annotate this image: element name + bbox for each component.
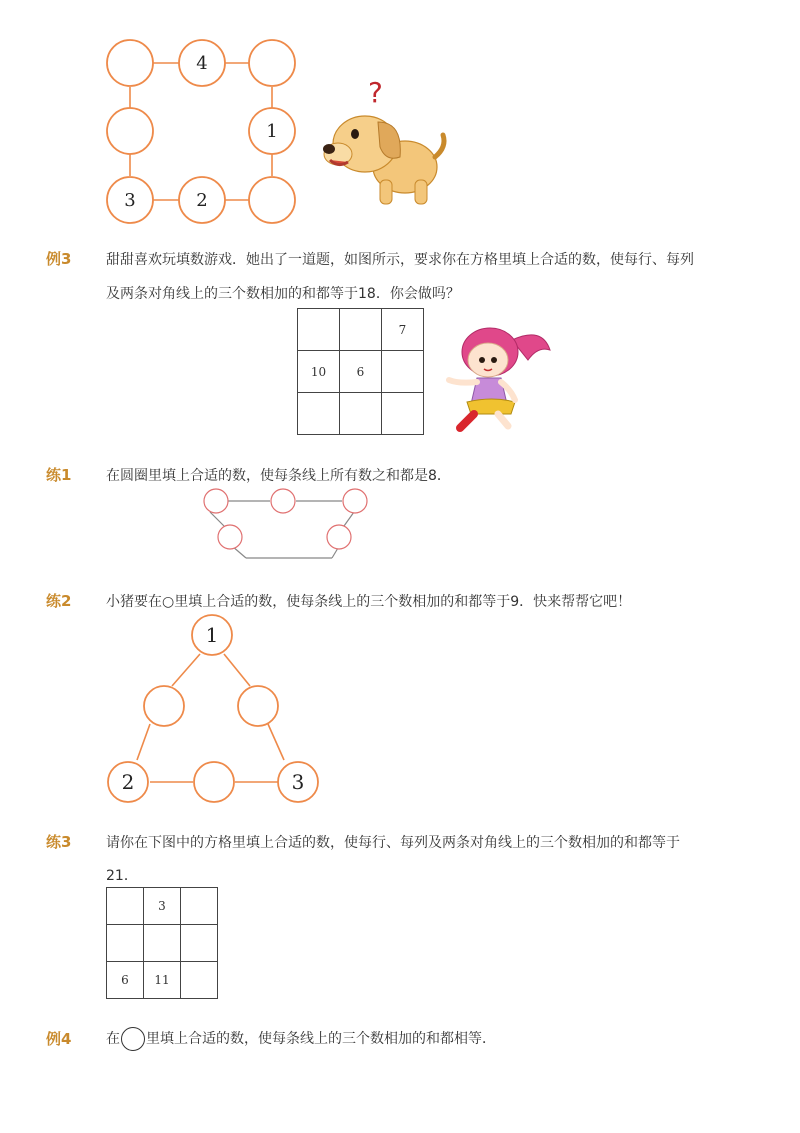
circle-icon — [121, 1027, 145, 1051]
ex3-label: 例3 — [46, 250, 72, 268]
pr2-line1: 小猪要在○里填上合适的数，使每条线上的三个数相加的和都等于9．快来帮帮它吧！ — [106, 594, 632, 610]
grid-cell[interactable]: 6 — [340, 351, 382, 393]
svg-text:1: 1 — [266, 121, 278, 142]
pr2-label: 练2 — [46, 592, 72, 610]
grid-cell[interactable]: 6 — [107, 962, 144, 999]
hexagon-circle-figure — [198, 484, 370, 566]
pr3-line1: 请你在下图中的方格里填上合适的数，使每行、每列及两条对角线上的三个数相加的和都等于 — [106, 835, 680, 851]
grid-cell[interactable] — [298, 309, 340, 351]
circle-bottom-right — [249, 177, 295, 223]
circle — [218, 525, 242, 549]
grid-cell[interactable] — [144, 925, 181, 962]
svg-text:4: 4 — [196, 53, 208, 74]
pr3-line2: 21． — [106, 868, 138, 884]
grid-cell[interactable] — [181, 925, 218, 962]
ex3-line2: 及两条对角线上的三个数相加的和都等于18．你会做吗？ — [106, 286, 460, 302]
grid-cell[interactable] — [181, 888, 218, 925]
svg-text:2: 2 — [121, 770, 135, 794]
girl-illustration — [442, 322, 554, 434]
puppy-illustration — [320, 72, 450, 212]
ex4-line — [106, 1026, 496, 1052]
grid-cell[interactable] — [382, 351, 424, 393]
pr3-magic-grid — [106, 887, 218, 999]
circle-mid-left — [107, 108, 153, 154]
circle-left-mid — [144, 686, 184, 726]
circle-right-mid — [238, 686, 278, 726]
grid-cell[interactable] — [298, 393, 340, 435]
question-mark-icon: ? — [368, 76, 383, 109]
pr3-label: 练3 — [46, 833, 72, 851]
svg-text:2: 2 — [196, 190, 208, 211]
circle-bottom-mid — [194, 762, 234, 802]
circle-top-left — [107, 40, 153, 86]
circle — [204, 489, 228, 513]
svg-text:1: 1 — [205, 623, 219, 647]
triangle-circle-figure — [100, 612, 325, 808]
grid-cell[interactable] — [340, 393, 382, 435]
svg-text:3: 3 — [291, 770, 305, 794]
ex4-pre: 在 — [106, 1031, 120, 1047]
grid-cell[interactable] — [382, 393, 424, 435]
ex3-line1: 甜甜喜欢玩填数游戏．她出了一道题，如图所示，要求你在方格里填上合适的数，使每行、每列 — [106, 252, 694, 268]
circle — [271, 489, 295, 513]
circle — [343, 489, 367, 513]
grid-cell[interactable] — [107, 888, 144, 925]
grid-cell[interactable]: 10 — [298, 351, 340, 393]
ex3-magic-grid — [297, 308, 424, 435]
ex4-label: 例4 — [46, 1030, 72, 1048]
grid-cell[interactable] — [181, 962, 218, 999]
grid-cell[interactable]: 11 — [144, 962, 181, 999]
square-circle-figure — [95, 30, 310, 230]
grid-cell[interactable]: 3 — [144, 888, 181, 925]
pr1-line1: 在圆圈里填上合适的数，使每条线上所有数之和都是8． — [106, 468, 451, 484]
grid-cell[interactable]: 7 — [382, 309, 424, 351]
circle-top-right — [249, 40, 295, 86]
circle — [327, 525, 351, 549]
svg-text:3: 3 — [124, 190, 136, 211]
grid-cell[interactable] — [340, 309, 382, 351]
ex4-post: 里填上合适的数，使每条线上的三个数相加的和都相等． — [146, 1031, 496, 1047]
grid-cell[interactable] — [107, 925, 144, 962]
pr1-label: 练1 — [46, 466, 72, 484]
